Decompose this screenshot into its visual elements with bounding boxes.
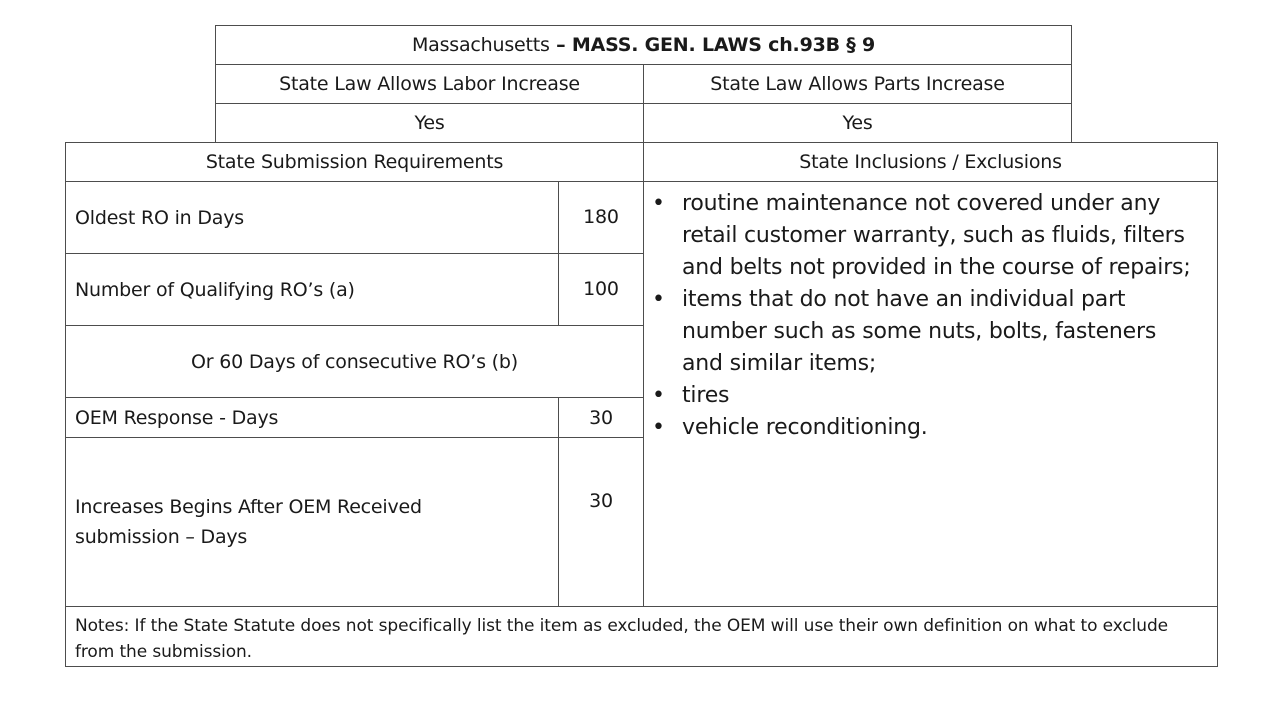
notes xyxy=(65,606,1218,667)
increase-begins-value-text: 30 xyxy=(589,490,613,512)
list-item xyxy=(650,284,1203,380)
list-item xyxy=(650,380,1203,412)
oldest-ro-value-text: 180 xyxy=(583,206,619,228)
parts-increase-value xyxy=(643,103,1072,142)
consecutive-ro-option xyxy=(65,325,643,397)
increase-begins-label-text: Increases Begins After OEM Received submission – Days xyxy=(75,496,422,548)
inclusions-exclusions-heading xyxy=(643,142,1218,181)
qualifying-ro-label-text: Number of Qualifying RO’s (a) xyxy=(75,278,355,301)
bullet-icon: • xyxy=(652,415,665,440)
oem-response-label-text: OEM Response - Days xyxy=(75,406,279,429)
oldest-ro-label-text: Oldest RO in Days xyxy=(75,206,244,229)
qualifying-ro-value xyxy=(558,253,643,325)
parts-increase-value-text: Yes xyxy=(842,112,873,134)
labor-increase-heading xyxy=(215,64,643,103)
inclusions-exclusions-list-cell xyxy=(643,181,1218,606)
bullet-icon: • xyxy=(652,287,665,312)
statute-citation: MASS. GEN. LAWS ch.93B § 9 xyxy=(571,34,876,56)
list-item xyxy=(650,188,1203,284)
list-item-text: vehicle reconditioning. xyxy=(682,415,928,440)
statute-separator: – xyxy=(549,34,572,56)
parts-increase-heading-text: State Law Allows Parts Increase xyxy=(710,73,1005,95)
submission-requirements-heading xyxy=(65,142,643,181)
oldest-ro-value xyxy=(558,181,643,253)
inclusions-exclusions-list xyxy=(650,188,1203,444)
notes-text: Notes: If the State Statute does not specifically list the item as excluded, the OEM will use their own definition on what to exclude from the submission. xyxy=(75,616,1168,662)
oem-response-value xyxy=(558,397,643,437)
labor-increase-heading-text: State Law Allows Labor Increase xyxy=(279,73,580,95)
consecutive-ro-option-text: Or 60 Days of consecutive RO’s (b) xyxy=(191,350,518,373)
labor-increase-value xyxy=(215,103,643,142)
list-item xyxy=(650,412,1203,444)
oem-response-label xyxy=(65,397,558,437)
labor-increase-value-text: Yes xyxy=(414,112,445,134)
parts-increase-heading xyxy=(643,64,1072,103)
list-item-text: tires xyxy=(682,383,730,408)
list-item-text: items that do not have an individual part number such as some nuts, bolts, fasteners and similar items; xyxy=(682,287,1157,376)
list-item-text: routine maintenance not covered under any retail customer warranty, such as fluids, filters and belts not provided in the course of repairs; xyxy=(682,191,1191,280)
oem-response-value-text: 30 xyxy=(589,406,613,429)
submission-requirements-heading-text: State Submission Requirements xyxy=(205,151,504,173)
state-law-header xyxy=(215,25,1072,64)
bullet-icon: • xyxy=(652,191,665,216)
increase-begins-value xyxy=(558,437,643,606)
qualifying-ro-value-text: 100 xyxy=(583,278,619,300)
inclusions-exclusions-heading-text: State Inclusions / Exclusions xyxy=(799,151,1062,173)
increase-begins-label xyxy=(65,437,558,606)
bullet-icon: • xyxy=(652,383,665,408)
state-name: Massachusetts xyxy=(411,34,550,56)
oldest-ro-label xyxy=(65,181,558,253)
qualifying-ro-label xyxy=(65,253,558,325)
